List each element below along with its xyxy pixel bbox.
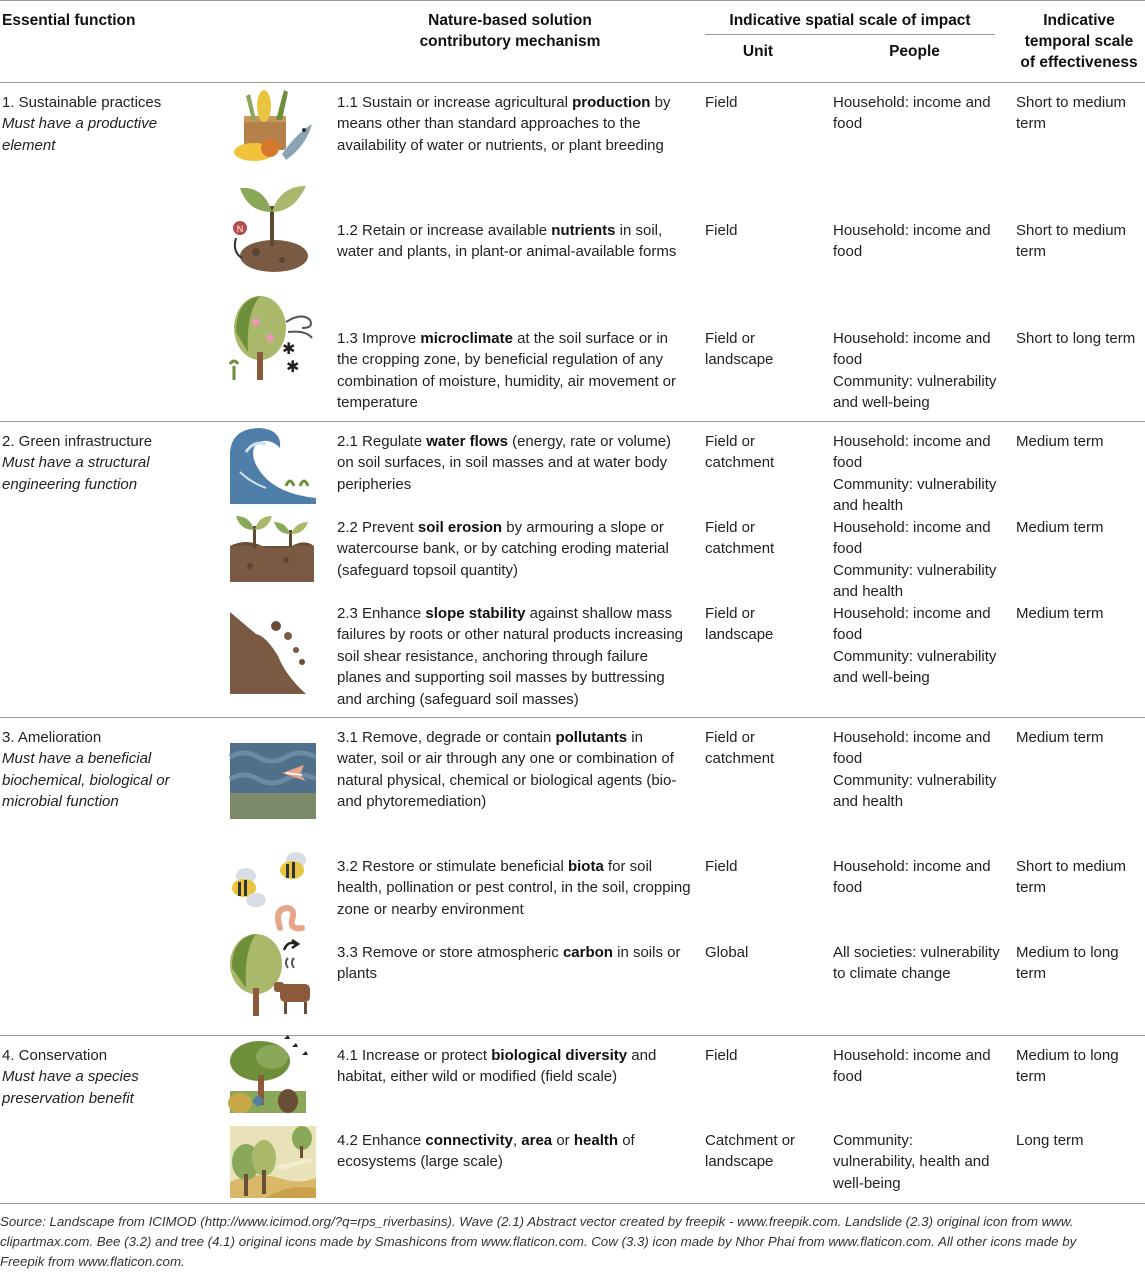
mechanism-keyword: pollutants [555, 729, 628, 746]
cell-line: to climate change [833, 965, 951, 983]
cell-line: Medium to long [1016, 1047, 1119, 1064]
cell-line: food [833, 626, 863, 644]
mechanism-cell [337, 603, 697, 710]
mechanism-text: and [627, 1047, 657, 1064]
cell-line: food [833, 454, 863, 472]
mechanism-text: water and plants, in plant-or animal-available forms [337, 243, 677, 261]
mechanism-line [337, 113, 697, 134]
group-title: 4. Conservation [2, 1047, 108, 1064]
mechanism-text: soil shear resistance, anchoring through failure [337, 647, 649, 665]
landslide-icon [226, 606, 316, 696]
cell-line: Household: income and [833, 330, 991, 347]
mechanism-line [337, 667, 697, 688]
cell-line: Short to medium [1016, 222, 1127, 239]
cell-line: Catchment or [705, 1132, 796, 1149]
mechanism-line [337, 538, 697, 559]
source-line: Freepik from www.flaticon.com. [0, 1254, 185, 1269]
cell-line: Medium term [1016, 519, 1104, 536]
source-line: Source: Landscape from ICIMOD (http://www.icimod.org/?q=rps_riverbasins). Wave (2.1) Abstract vector created by freepik - www.freepik.com. Landslide (2.3) original icon from www. [0, 1214, 1074, 1229]
tree-wind-icon [226, 292, 316, 382]
mechanism-keyword: slope stability [425, 605, 526, 622]
people-cell [833, 328, 1008, 414]
cell-line: Field [705, 1047, 738, 1064]
mechanism-cell [337, 92, 697, 156]
cell-line: Field or [705, 330, 756, 347]
mechanism-line [337, 474, 697, 495]
group-desc-line: element [2, 136, 56, 154]
forest-biodiversity-icon [226, 1035, 316, 1125]
mechanism-text: and phytoremediation) [337, 793, 487, 811]
header-spatial-scale: Indicative spatial scale of impact [729, 12, 971, 29]
group-label [2, 431, 202, 495]
mechanism-line [337, 452, 697, 473]
cell-line: Community: [833, 1132, 914, 1149]
cell-line: Community: vulnerability [833, 372, 997, 390]
group-desc-line: Must have a beneficial [2, 750, 152, 768]
cell-line: food [833, 540, 863, 558]
cell-line: Household: income and [833, 1047, 991, 1064]
cell-line: Community: vulnerability [833, 475, 997, 493]
cell-line: Short to medium [1016, 858, 1127, 875]
source-note [0, 1212, 1140, 1272]
people-cell [833, 220, 1008, 263]
mechanism-text: plants [337, 965, 378, 983]
mechanism-text: combination of moisture, humidity, air movement or [337, 372, 677, 390]
mechanism-text: planes and supporting soil masses by buttressing [337, 669, 665, 687]
header-temporal-line1: Indicative [1043, 12, 1115, 29]
mechanism-cell [337, 1130, 697, 1173]
cell-line: Household: income and [833, 222, 991, 239]
unit-cell [705, 603, 820, 646]
mechanism-cell [337, 220, 697, 263]
mechanism-text: 3.2 Restore or stimulate beneficial [337, 858, 568, 875]
wave-icon [226, 422, 316, 512]
mechanism-line [337, 727, 697, 748]
group-title: 1. Sustainable practices [2, 94, 162, 111]
cell-line: food [833, 750, 863, 768]
mechanism-text: water, soil or air through any one or combination of [337, 750, 674, 768]
mechanism-text: 2.1 Regulate [337, 433, 427, 450]
header-mechanism [410, 10, 610, 52]
mechanism-text: and arching (safeguard soil masses) [337, 690, 579, 708]
cell-line: Medium to long [1016, 944, 1119, 961]
mechanism-text: natural physical, chemical or biological agents (bio- [337, 771, 677, 789]
rule-bottom [0, 1203, 1145, 1204]
mechanism-text: by armouring a slope or [502, 519, 664, 536]
mechanism-line [337, 942, 697, 963]
mechanism-line [337, 748, 697, 769]
cell-line: Household: income and [833, 519, 991, 536]
mechanism-text: 2.3 Enhance [337, 605, 426, 622]
unit-cell [705, 220, 820, 241]
mechanism-text: means other than standard approaches to the [337, 115, 641, 133]
group-desc-line: Must have a species [2, 1068, 139, 1086]
mechanism-keyword: area [521, 1132, 553, 1149]
mechanism-text: failures by roots or other natural products increasing [337, 626, 684, 644]
people-cell [833, 1130, 1008, 1194]
mechanism-line [337, 328, 697, 349]
cell-line: and well-being [833, 669, 930, 687]
mechanism-keyword: biota [567, 858, 604, 875]
mechanism-line [337, 877, 697, 898]
cell-line: landscape [705, 351, 774, 369]
mechanism-cell [337, 856, 697, 920]
svg-text:✱: ✱ [286, 357, 300, 376]
people-cell [833, 92, 1008, 135]
header-essential-function: Essential function [2, 12, 136, 29]
cell-line: Short to long term [1016, 330, 1136, 347]
group-title: 3. Amelioration [2, 729, 102, 746]
mechanism-line [337, 624, 697, 645]
people-cell [833, 603, 1008, 689]
bees-worm-icon [226, 842, 316, 932]
mechanism-cell [337, 328, 697, 414]
cell-line: and well-being [833, 394, 930, 412]
mechanism-text: for soil [603, 858, 653, 875]
mechanism-text: at the soil surface or in [512, 330, 668, 347]
mechanism-text: (energy, rate or volume) [507, 433, 672, 450]
mechanism-line [337, 856, 697, 877]
cell-line: Household: income and [833, 858, 991, 875]
mechanism-cell [337, 1045, 697, 1088]
cell-line: term [1016, 1068, 1046, 1086]
cell-line: Medium term [1016, 433, 1104, 450]
cell-line: All societies: vulnerability [833, 944, 1000, 961]
header-temporal-line2: temporal scale [1024, 33, 1134, 50]
rule-group-1 [0, 421, 1145, 422]
mechanism-text: against shallow mass [525, 605, 673, 622]
landscape-icon [226, 1122, 316, 1212]
mechanism-text: 3.1 Remove, degrade or contain [337, 729, 556, 746]
mechanism-line [337, 791, 697, 812]
mechanism-line [337, 241, 697, 262]
unit-cell [705, 431, 820, 474]
cell-line: and health [833, 497, 904, 515]
group-desc-line: Must have a structural [2, 454, 150, 472]
mechanism-text: the cropping zone, by beneficial regulation of any [337, 351, 664, 369]
cell-line: Medium term [1016, 605, 1104, 622]
header-unit: Unit [742, 43, 774, 60]
mechanism-text: peripheries [337, 475, 412, 493]
header-temporal-line3: of effectiveness [1020, 54, 1138, 71]
mechanism-text: 2.2 Prevent [337, 519, 418, 536]
unit-cell [705, 727, 820, 770]
mechanism-line [337, 371, 697, 392]
temporal-cell [1016, 431, 1144, 452]
header-people: People [889, 43, 940, 60]
soil-sprouts-icon [226, 508, 316, 598]
mechanism-text: 4.1 Increase or protect [337, 1047, 492, 1064]
people-cell [833, 1045, 1008, 1088]
mechanism-text: temperature [337, 394, 418, 412]
cell-line: Household: income and [833, 433, 991, 450]
cell-line: food [833, 351, 863, 369]
cell-line: Field [705, 94, 738, 111]
cell-line: Global [705, 944, 749, 961]
rule-group-2 [0, 717, 1145, 718]
cell-line: food [833, 243, 863, 261]
temporal-cell [1016, 1130, 1144, 1151]
cell-line: Field or [705, 519, 756, 536]
cell-line: Short to medium [1016, 94, 1127, 111]
mechanism-text: on soil surfaces, in soil masses and at water body [337, 454, 668, 472]
group-title: 2. Green infrastructure [2, 433, 153, 450]
mechanism-line [337, 392, 697, 413]
mechanism-keyword: microclimate [420, 330, 513, 347]
mechanism-text: or [552, 1132, 574, 1149]
cell-line: catchment [705, 540, 775, 558]
mechanism-keyword: connectivity [425, 1132, 513, 1149]
cell-line: term [1016, 115, 1046, 133]
mechanism-line [337, 349, 697, 370]
mechanism-line [337, 770, 697, 791]
unit-cell [705, 942, 820, 963]
mechanism-line [337, 1045, 697, 1066]
rule-header-bottom [0, 82, 1145, 83]
mechanism-text: health, pollination or pest control, in the soil, cropping [337, 879, 691, 897]
mechanism-keyword: health [573, 1132, 619, 1149]
cell-line: vulnerability, health and [833, 1153, 990, 1171]
mechanism-text: watercourse bank, or by catching eroding material [337, 540, 669, 558]
temporal-cell [1016, 603, 1144, 624]
mechanism-text: 1.3 Improve [337, 330, 421, 347]
mechanism-text: 1.2 Retain or increase available [337, 222, 552, 239]
mechanism-keyword: soil erosion [417, 519, 503, 536]
mechanism-text: in soil, [615, 222, 663, 239]
mechanism-keyword: water flows [426, 433, 508, 450]
mechanism-keyword: biological diversity [491, 1047, 628, 1064]
mechanism-cell [337, 431, 697, 495]
temporal-cell [1016, 328, 1144, 349]
cell-line: Long term [1016, 1132, 1084, 1149]
mechanism-text: 3.3 Remove or store atmospheric [337, 944, 563, 961]
cell-line: term [1016, 965, 1046, 983]
mechanism-line [337, 517, 697, 538]
unit-cell [705, 517, 820, 560]
cell-line: Field [705, 858, 738, 875]
mechanism-line [337, 92, 697, 113]
unit-cell [705, 1130, 820, 1173]
cell-line: well-being [833, 1174, 901, 1192]
cell-line: term [1016, 879, 1046, 897]
header-spatial-underline [705, 34, 995, 35]
mechanism-keyword: carbon [562, 944, 613, 961]
mechanism-line [337, 646, 697, 667]
cell-line: food [833, 1068, 863, 1086]
cell-line: Household: income and [833, 729, 991, 746]
cell-line: food [833, 879, 863, 897]
temporal-cell [1016, 942, 1144, 985]
temporal-cell [1016, 1045, 1144, 1088]
polluted-water-icon [226, 735, 316, 825]
rule-group-3 [0, 1035, 1145, 1036]
unit-cell [705, 1045, 820, 1066]
mechanism-cell [337, 942, 697, 985]
mechanism-line [337, 135, 697, 156]
header-mechanism-line2: contributory mechanism [419, 33, 601, 50]
mechanism-keyword: production [572, 94, 651, 111]
header-mechanism-line1: Nature-based solution [428, 12, 592, 29]
plant-nutrient-icon [226, 182, 316, 272]
cell-line: Medium term [1016, 729, 1104, 746]
cell-line: term [1016, 243, 1046, 261]
cell-line: Field or [705, 433, 756, 450]
mechanism-line [337, 963, 697, 984]
temporal-cell [1016, 92, 1144, 135]
mechanism-text: in soils or [612, 944, 681, 961]
mechanism-text: of [618, 1132, 635, 1149]
people-cell [833, 942, 1008, 985]
svg-text:✱: ✱ [282, 339, 296, 358]
group-desc-line: microbial function [2, 793, 119, 811]
temporal-cell [1016, 856, 1144, 899]
cell-line: catchment [705, 750, 775, 768]
unit-cell [705, 92, 820, 113]
cell-line: Field or [705, 605, 756, 622]
group-desc-line: preservation benefit [2, 1089, 134, 1107]
mechanism-text: 4.2 Enhance [337, 1132, 426, 1149]
mechanism-line [337, 431, 697, 452]
people-cell [833, 727, 1008, 813]
group-desc-line: engineering function [2, 475, 138, 493]
mechanism-text: , [512, 1132, 522, 1149]
unit-cell [705, 328, 820, 371]
mechanism-text: habitat, either wild or modified (field scale) [337, 1068, 618, 1086]
mechanism-line [337, 899, 697, 920]
temporal-cell [1016, 220, 1144, 263]
mechanism-line [337, 1151, 697, 1172]
cell-line: Community: vulnerability [833, 561, 997, 579]
people-cell [833, 856, 1008, 899]
crops-food-icon [226, 84, 316, 174]
cell-line: Field [705, 222, 738, 239]
cell-line: and health [833, 583, 904, 601]
cell-line: Community: vulnerability [833, 647, 997, 665]
group-label [2, 1045, 202, 1109]
mechanism-text: 1.1 Sustain or increase agricultural [337, 94, 573, 111]
cell-line: Household: income and [833, 605, 991, 622]
mechanism-text: by [650, 94, 671, 111]
mechanism-text: in [627, 729, 643, 746]
header-temporal-scale [1014, 10, 1144, 73]
mechanism-line [337, 560, 697, 581]
mechanism-text: availability of water or nutrients, or plant breeding [337, 136, 664, 154]
group-label [2, 727, 202, 813]
cell-line: landscape [705, 1153, 774, 1171]
mechanism-line [337, 689, 697, 710]
cell-line: Field or [705, 729, 756, 746]
temporal-cell [1016, 727, 1144, 748]
mechanism-text: zone or nearby environment [337, 900, 524, 918]
group-desc-line: Must have a productive [2, 115, 158, 133]
source-line: clipartmax.com. Bee (3.2) and tree (4.1) original icons made by Smashicons from www.flaticon.com. Cow (3.3) icon made by Nhor Phai from www.flaticon.com. All other icons made by [0, 1234, 1077, 1249]
cell-line: food [833, 115, 863, 133]
cell-line: landscape [705, 626, 774, 644]
people-cell [833, 517, 1008, 603]
cell-line: Household: income and [833, 94, 991, 111]
tree-cow-icon [226, 930, 316, 1020]
mechanism-cell [337, 727, 697, 813]
cell-line: and health [833, 793, 904, 811]
group-desc-line: biochemical, biological or [2, 771, 170, 789]
unit-cell [705, 856, 820, 877]
mechanism-line [337, 1130, 697, 1151]
mechanism-line [337, 603, 697, 624]
mechanism-text: ecosystems (large scale) [337, 1153, 503, 1171]
rule-top [0, 0, 1145, 1]
mechanism-line [337, 220, 697, 241]
cell-line: Community: vulnerability [833, 771, 997, 789]
group-label [2, 92, 202, 156]
mechanism-line [337, 1066, 697, 1087]
temporal-cell [1016, 517, 1144, 538]
people-cell [833, 431, 1008, 517]
svg-text:N: N [236, 224, 244, 234]
mechanism-keyword: nutrients [551, 222, 616, 239]
mechanism-cell [337, 517, 697, 581]
mechanism-text: (safeguard topsoil quantity) [337, 561, 518, 579]
cell-line: catchment [705, 454, 775, 472]
